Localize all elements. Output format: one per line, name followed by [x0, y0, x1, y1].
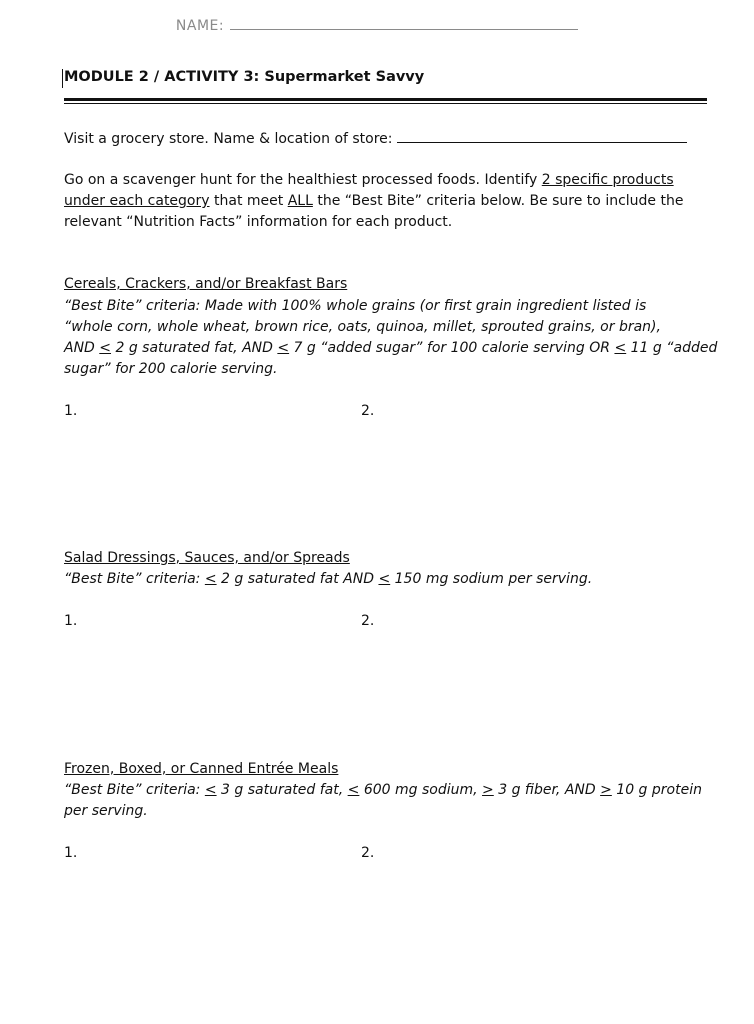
intro-line-1	[64, 172, 674, 188]
title-rule-thick	[64, 98, 707, 101]
criteria-text: “Best Bite” criteria:	[64, 782, 205, 798]
criteria-line: “Best Bite” criteria: Made with 100% whole grains (or first grain ingredient listed is	[64, 298, 647, 314]
criteria-text: 3 g fiber, AND	[493, 782, 601, 798]
answer-item-2[interactable]: 2.	[361, 845, 375, 861]
section-heading-cereals: Cereals, Crackers, and/or Breakfast Bars	[64, 276, 348, 292]
criteria-text: 2 g saturated fat, AND	[111, 340, 278, 356]
intro-emphasis: 2 specific products	[541, 172, 674, 188]
title-rule-thin	[64, 103, 707, 104]
name-field-row	[0, 17, 754, 34]
criteria-symbol: <	[99, 340, 112, 356]
criteria-text: 7 g “added sugar” for 100 calorie serving OR	[289, 340, 615, 356]
criteria-text: 11 g “added	[626, 340, 718, 356]
criteria-symbol: >	[482, 782, 494, 798]
criteria-text: “Best Bite” criteria:	[64, 571, 205, 587]
criteria-symbol: <	[347, 782, 360, 798]
criteria-symbol: <	[204, 782, 217, 798]
criteria-line: per serving.	[64, 803, 148, 819]
criteria-text: AND	[64, 340, 100, 356]
intro-text: that meet	[209, 193, 288, 209]
criteria-symbol: <	[204, 571, 217, 587]
page-title	[64, 69, 424, 85]
criteria-line: sugar” for 200 calorie serving.	[64, 361, 278, 377]
criteria-line	[64, 782, 702, 798]
criteria-text: 150 mg sodium per serving.	[390, 571, 593, 587]
criteria-text: 3 g saturated fat,	[216, 782, 348, 798]
criteria-symbol: <	[614, 340, 627, 356]
store-prompt: Visit a grocery store. Name & location of store:	[64, 131, 393, 147]
answer-item-1[interactable]: 1.	[64, 403, 78, 419]
name-blank-line[interactable]	[230, 17, 578, 30]
criteria-text: 600 mg sodium,	[359, 782, 483, 798]
section-heading-entrees: Frozen, Boxed, or Canned Entrée Meals	[64, 761, 339, 777]
criteria-symbol: <	[277, 340, 290, 356]
criteria-text: 10 g protein	[611, 782, 702, 798]
store-line	[64, 130, 687, 147]
intro-text: relevant “Nutrition Facts” information for each product.	[64, 214, 453, 230]
criteria-line	[64, 340, 717, 356]
answer-item-1[interactable]: 1.	[64, 845, 78, 861]
title-text: MODULE 2 / ACTIVITY 3: Supermarket Savvy	[64, 69, 425, 85]
name-label: NAME:	[175, 18, 225, 34]
criteria-symbol: <	[378, 571, 391, 587]
intro-line-3	[64, 214, 452, 230]
criteria-line	[64, 571, 592, 587]
answer-item-1[interactable]: 1.	[64, 613, 78, 629]
intro-emphasis: under each category	[64, 193, 210, 209]
intro-text: Go on a scavenger hunt for the healthiest processed foods. Identify	[64, 172, 542, 188]
answer-item-2[interactable]: 2.	[361, 403, 375, 419]
intro-line-2	[64, 193, 683, 209]
text-cursor	[62, 69, 63, 88]
intro-text: the “Best Bite” criteria below. Be sure to include the	[312, 193, 684, 209]
section-heading-dressings: Salad Dressings, Sauces, and/or Spreads	[64, 550, 350, 566]
criteria-line: “whole corn, whole wheat, brown rice, oats, quinoa, millet, sprouted grains, or bran),	[64, 319, 661, 335]
criteria-symbol: >	[600, 782, 612, 798]
store-blank-line[interactable]	[397, 130, 687, 143]
criteria-text: 2 g saturated fat AND	[216, 571, 379, 587]
answer-item-2[interactable]: 2.	[361, 613, 375, 629]
intro-emphasis: ALL	[287, 193, 313, 209]
